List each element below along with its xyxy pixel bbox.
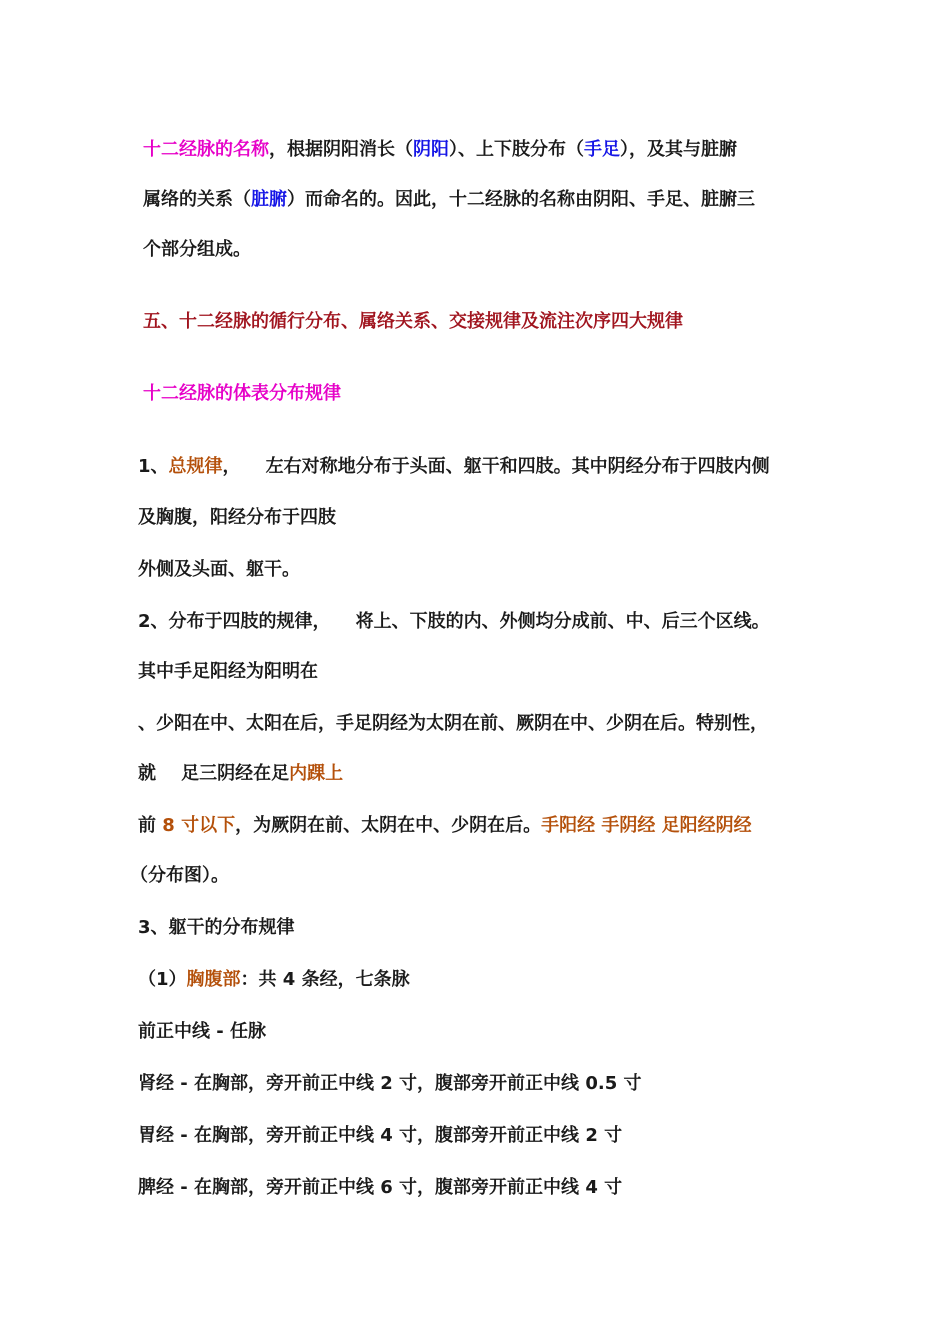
- rule2-line-3: 、少阳在中、太阳在后，手足阴经为太阴在前、厥阴在中、少阴在后。特别性，: [138, 713, 768, 734]
- rule2-line-4: [138, 762, 343, 786]
- sub-heading: 十二经脉的体表分布规律: [143, 383, 341, 404]
- rule2-line-1: 2、分布于四肢的规律， 将上、下肢的内、外侧均分成前、中、后三个区线。: [138, 611, 770, 632]
- section-heading: 五、十二经脉的循行分布、属络关系、交接规律及流注次序四大规律: [143, 311, 683, 332]
- intro-line-2: [143, 188, 755, 212]
- term-yin-yang: 阴阳: [413, 139, 449, 160]
- intro-line-3: 个部分组成。: [143, 239, 251, 260]
- rule3-line-ren: 前正中线 - 任脉: [138, 1021, 267, 1042]
- rule2-line-6: （分布图）。: [130, 865, 229, 886]
- term-general-rule: 总规律: [168, 456, 223, 477]
- rule2-text: 前: [138, 815, 163, 836]
- term-8-cun: 8 寸以下: [162, 815, 236, 836]
- rule1-line-3: 外侧及头面、躯干。: [138, 559, 300, 580]
- intro-text: ）而命名的。因此，十二经脉的名称由阴阳、手足、脏腑三: [287, 189, 755, 210]
- rule3-chest-line: [138, 968, 410, 992]
- rule1-text: ， 左右对称地分布于头面、躯干和四肢。其中阴经分布于四肢内侧: [222, 456, 770, 477]
- rule3-line-kidney: 肾经 - 在胸部，旁开前正中线 2 寸，腹部旁开前正中线 0.5 寸: [138, 1073, 642, 1094]
- term-hand-foot: 手足: [584, 139, 620, 160]
- rule3-line-spleen: 脾经 - 在胸部，旁开前正中线 6 寸，腹部旁开前正中线 4 寸: [138, 1177, 623, 1198]
- rule2-text: ，为厥阴在前、太阴在中、少阴在后。: [235, 815, 542, 836]
- intro-text: 属络的关系（: [143, 189, 251, 210]
- rule2-text: 就 足三阴经在足: [138, 763, 290, 784]
- rule1-line-1: [138, 455, 770, 479]
- rule2-line-2: 其中手足阳经为阳明在: [138, 661, 318, 682]
- rule3-item-number: （1）: [138, 969, 187, 990]
- term-channel-legend: 手阳经 手阴经 足阳经阴经: [541, 815, 752, 836]
- rule3-heading: 3、躯干的分布规律: [138, 917, 295, 938]
- term-channel-names: 十二经脉的名称: [143, 139, 269, 160]
- term-chest-abdomen: 胸腹部: [186, 969, 241, 990]
- rule3-text: ：共 4 条经，七条脉: [240, 969, 410, 990]
- rule3-line-stomach: 胃经 - 在胸部，旁开前正中线 4 寸，腹部旁开前正中线 2 寸: [138, 1125, 623, 1146]
- rule1-line-2: 及胸腹，阳经分布于四肢: [138, 507, 336, 528]
- term-organs: 脏腑: [251, 189, 287, 210]
- rule1-number: 1、: [138, 456, 169, 477]
- intro-line-1: [143, 138, 737, 162]
- intro-text: ，根据阴阳消长（: [269, 139, 413, 160]
- term-inner-ankle: 内踝上: [289, 763, 344, 784]
- rule2-line-5: [138, 814, 752, 838]
- intro-text: ），及其与脏腑: [620, 139, 737, 160]
- intro-text: ）、上下肢分布（: [449, 139, 584, 160]
